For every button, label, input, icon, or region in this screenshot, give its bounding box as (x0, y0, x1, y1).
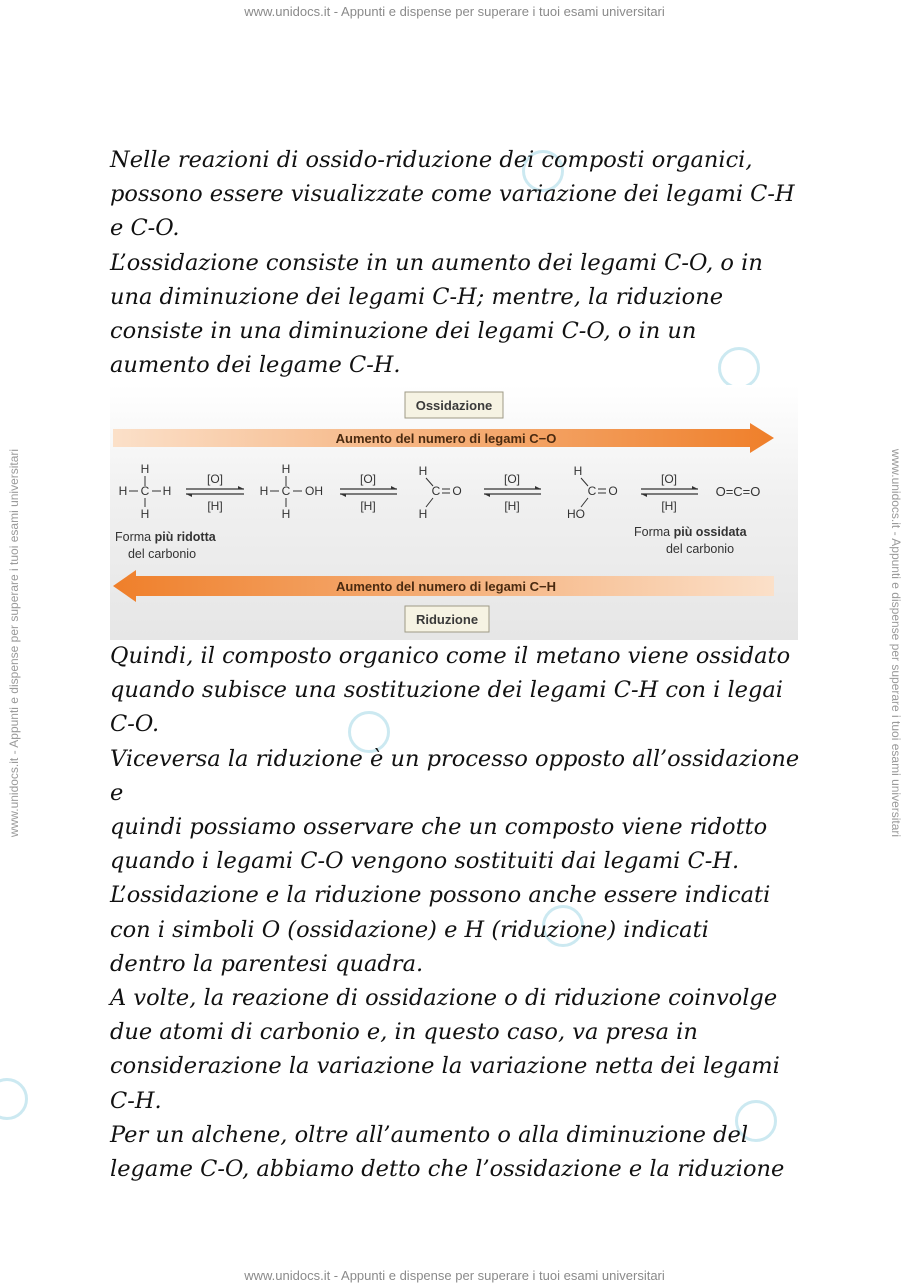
redox-figure (110, 385, 798, 640)
atom-h: H (140, 507, 150, 521)
atom-h: H (140, 462, 150, 476)
atom-h: H (118, 484, 128, 498)
atom-o: O (608, 484, 618, 498)
reagent-h: [H] (661, 499, 677, 513)
atom-h: H (418, 464, 428, 478)
redox-diagram (110, 385, 798, 640)
reagent-o: [O] (206, 472, 224, 486)
text-line: e C-O. (110, 215, 180, 242)
text-line: C-O. (110, 711, 160, 738)
reagent-h: [H] (504, 499, 520, 513)
atom-h: H (573, 464, 583, 478)
text-line: legame C-O, abbiamo detto che l’ossidazione e la riduzione (110, 1156, 785, 1183)
atom-h: H (418, 507, 428, 521)
arrow-top-label: Aumento del numero di legami C−O (335, 431, 557, 446)
molecule-methane (119, 462, 172, 521)
atom-h: H (281, 462, 291, 476)
text-line: quando i legami C-O vengono sostituiti dai legami C-H. (110, 848, 740, 875)
text-line: con i simboli O (ossidazione) e H (riduzione) indicati (110, 916, 709, 943)
text-line: Viceversa la riduzione è un processo opposto all’ossidazione e (110, 745, 800, 806)
equilibrium-arrow-1 (186, 472, 244, 513)
text-line: Quindi, il composto organico come il metano viene ossidato (110, 643, 791, 669)
equilibrium-arrow-4 (641, 472, 698, 513)
reagent-h: [H] (207, 499, 223, 513)
molecule-formaldehyde (419, 464, 462, 521)
reagent-o: [O] (660, 472, 678, 486)
text-line: Nelle reazioni di ossido-riduzione dei composti organici, (110, 147, 753, 173)
atom-c: C (431, 484, 441, 498)
group-oh: OH (305, 484, 323, 498)
equilibrium-arrow-2 (340, 472, 397, 513)
riduzione-label: Riduzione (415, 612, 479, 627)
watermark-right: www.unidocs.it - Appunti e dispense per superare i tuoi esami universitari (889, 448, 903, 838)
ossidazione-label: Ossidazione (415, 398, 493, 413)
reagent-h: [H] (360, 499, 376, 513)
molecule-methanol (260, 462, 323, 521)
text-line: due atomi di carbonio e, in questo caso, va presa in (110, 1019, 698, 1046)
text-line: quindi possiamo osservare che un composto viene ridotto (110, 814, 768, 841)
text-line: possono essere visualizzate come variazione dei legami C-H (110, 181, 795, 208)
text-line: quando subisce una sostituzione dei legami C-H con i legai (110, 677, 784, 704)
atom-c: C (587, 484, 597, 498)
text-line: A volte, la reazione di ossidazione o di riduzione coinvolge (110, 985, 778, 1012)
caption-oxidized: Forma più ossidata (634, 525, 747, 539)
caption-oxidized-2: del carbonio (665, 542, 735, 556)
text-line: dentro la parentesi quadra. (110, 950, 424, 977)
caption-reduced: Forma più ridotta (115, 530, 216, 544)
text-line: L’ossidazione consiste in un aumento dei legami C-O, o in (110, 249, 763, 276)
equilibrium-arrow-3 (484, 472, 541, 513)
text-line: Per un alchene, oltre all’aumento o alla diminuzione del (110, 1121, 749, 1148)
reagent-o: [O] (359, 472, 377, 486)
text-line: consiste in una diminuzione dei legami C-O, o in un (110, 318, 697, 345)
watermark-logo-icon (0, 1078, 28, 1120)
watermark-left: www.unidocs.it - Appunti e dispense per superare i tuoi esami universitari (7, 448, 21, 838)
molecule-co2: O=C=O (715, 484, 761, 499)
group-ho: HO (567, 507, 585, 521)
arrow-bottom-label: Aumento del numero di legami C−H (336, 579, 556, 594)
atom-h: H (259, 484, 269, 498)
watermark-top: www.unidocs.it - Appunti e dispense per superare i tuoi esami universitari (244, 4, 665, 19)
atom-c: C (140, 484, 150, 498)
atom-c: C (281, 484, 291, 498)
atom-h: H (281, 507, 291, 521)
watermark-bottom: www.unidocs.it - Appunti e dispense per superare i tuoi esami universitari (244, 1268, 665, 1283)
caption-reduced-2: del carbonio (127, 547, 197, 561)
text-line: C-H. (110, 1087, 162, 1114)
molecule-formic-acid (567, 464, 618, 521)
paragraph-intro (110, 143, 810, 382)
reagent-o: [O] (503, 472, 521, 486)
paragraph-body (110, 639, 810, 1186)
text-line: una diminuzione dei legami C-H; mentre, la riduzione (110, 283, 724, 310)
text-line: L’ossidazione e la riduzione possono anche essere indicati (110, 882, 771, 909)
text-line: considerazione la variazione la variazione netta dei legami (110, 1053, 780, 1080)
atom-o: O (452, 484, 462, 498)
atom-h: H (162, 484, 172, 498)
text-line: aumento dei legame C-H. (110, 352, 401, 379)
